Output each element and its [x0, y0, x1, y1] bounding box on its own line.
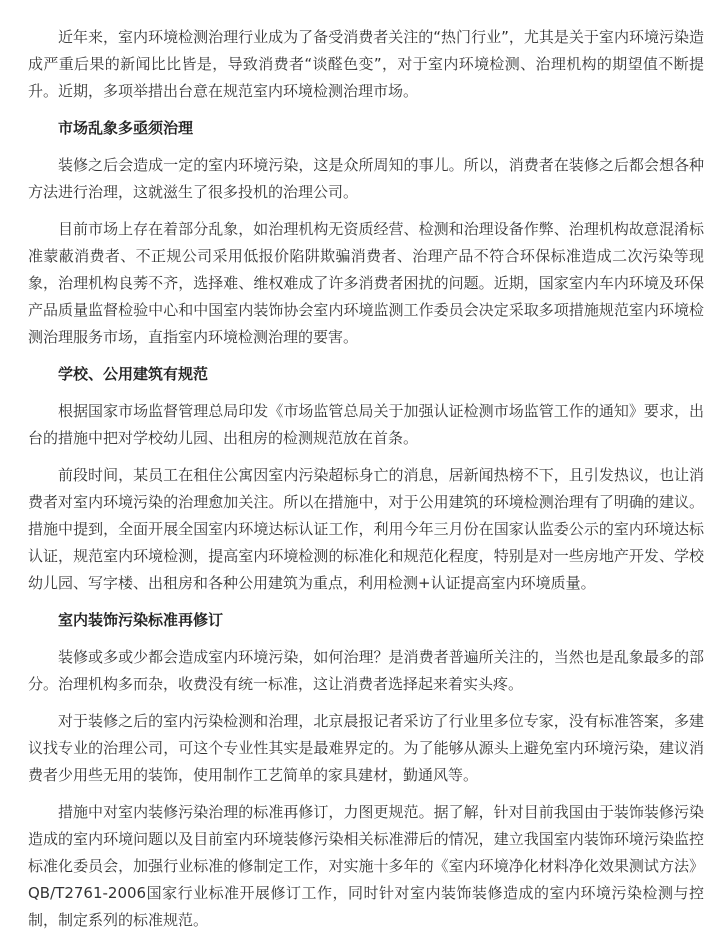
paragraph-market-1: 装修之后会造成一定的室内环境污染，这是众所周知的事儿。所以，消费者在装修之后都会想各种方法进行治理，这就滋生了很多投机的治理公司。	[28, 156, 704, 201]
section-heading-market: 市场乱象多亟须治理	[58, 119, 194, 137]
paragraph-schools-1: 根据国家市场监督管理总局印发《市场监管总局关于加强认证检测市场监管工作的通知》要求，出台的措施中把对学校幼儿园、出租房的检测规范放在首条。	[28, 402, 704, 447]
paragraph-standards-1: 装修或多或少都会造成室内环境污染，如何治理？是消费者普遍所关注的，当然也是乱象最多的部分。治理机构多而杂，收费没有统一标准，这让消费者选择起来着实头疼。	[28, 648, 704, 693]
paragraph-standards-2: 对于装修之后的室内污染检测和治理，北京晨报记者采访了行业里多位专家，没有标准答案，多建议找专业的治理公司，可这个专业性其实是最难界定的。为了能够从源头上避免室内环境污染，建议消费者少用些无用的装饰，使用制作工艺简单的家具建材，勤通风等。	[28, 712, 704, 784]
section-heading-standards: 室内装饰污染标准再修订	[58, 611, 224, 629]
paragraph-schools-2: 前段时间，某员工在租住公寓因室内污染超标身亡的消息，居新闻热榜不下，且引发热议，也让消费者对室内环境污染的治理愈加关注。所以在措施中，对于公用建筑的环境检测治理有了明确的建议。措施中提到，全面开展全国室内环境达标认证工作，利用今年三月份在国家认监委公示的室内环境达标认证，规范室内环境检测，提高室内环境检测的标准化和规范化程度，特别是对一些房地产开发、学校幼儿园、写字楼、出租房和各种公用建筑为重点，利用检测+认证提高室内环境质量。	[28, 466, 704, 592]
paragraph-standards-3: 措施中对室内装修污染治理的标准再修订，力图更规范。据了解，针对目前我国由于装饰装修污染造成的室内环境问题以及目前室内环境装修污染相关标准滞后的情况，建立我国室内装饰环境污染监控标准化委员会，加强行业标准的修制定工作，对实施十多年的《室内环境净化材料净化效果测试方法》QB/T2761-2006国家行业标准开展修订工作，同时针对室内装饰装修造成的室内环境污染检测与控制，制定系列的标准规范。	[28, 803, 704, 929]
section-heading-schools: 学校、公用建筑有规范	[58, 365, 209, 383]
paragraph-intro: 近年来，室内环境检测治理行业成为了备受消费者关注的“热门行业”，尤其是关于室内环境污染造成严重后果的新闻比比皆是，导致消费者“谈醛色变”，对于室内环境检测、治理机构的期望值不断提升。近期，多项举措出台意在规范室内环境检测治理市场。	[28, 28, 704, 100]
article-body	[28, 24, 704, 944]
paragraph-market-2: 目前市场上存在着部分乱象，如治理机构无资质经营、检测和治理设备作弊、治理机构故意混淆标准蒙蔽消费者、不正规公司采用低报价陷阱欺骗消费者、治理产品不符合环保标准造成二次污染等现象，治理机构良莠不齐，选择难、维权难成了许多消费者困扰的问题。近期，国家室内车内环境及环保产品质量监督检验中心和中国室内装饰协会室内环境监测工作委员会决定采取多项措施规范室内环境检测治理服务市场，直指室内环境检测治理的要害。	[28, 220, 704, 346]
